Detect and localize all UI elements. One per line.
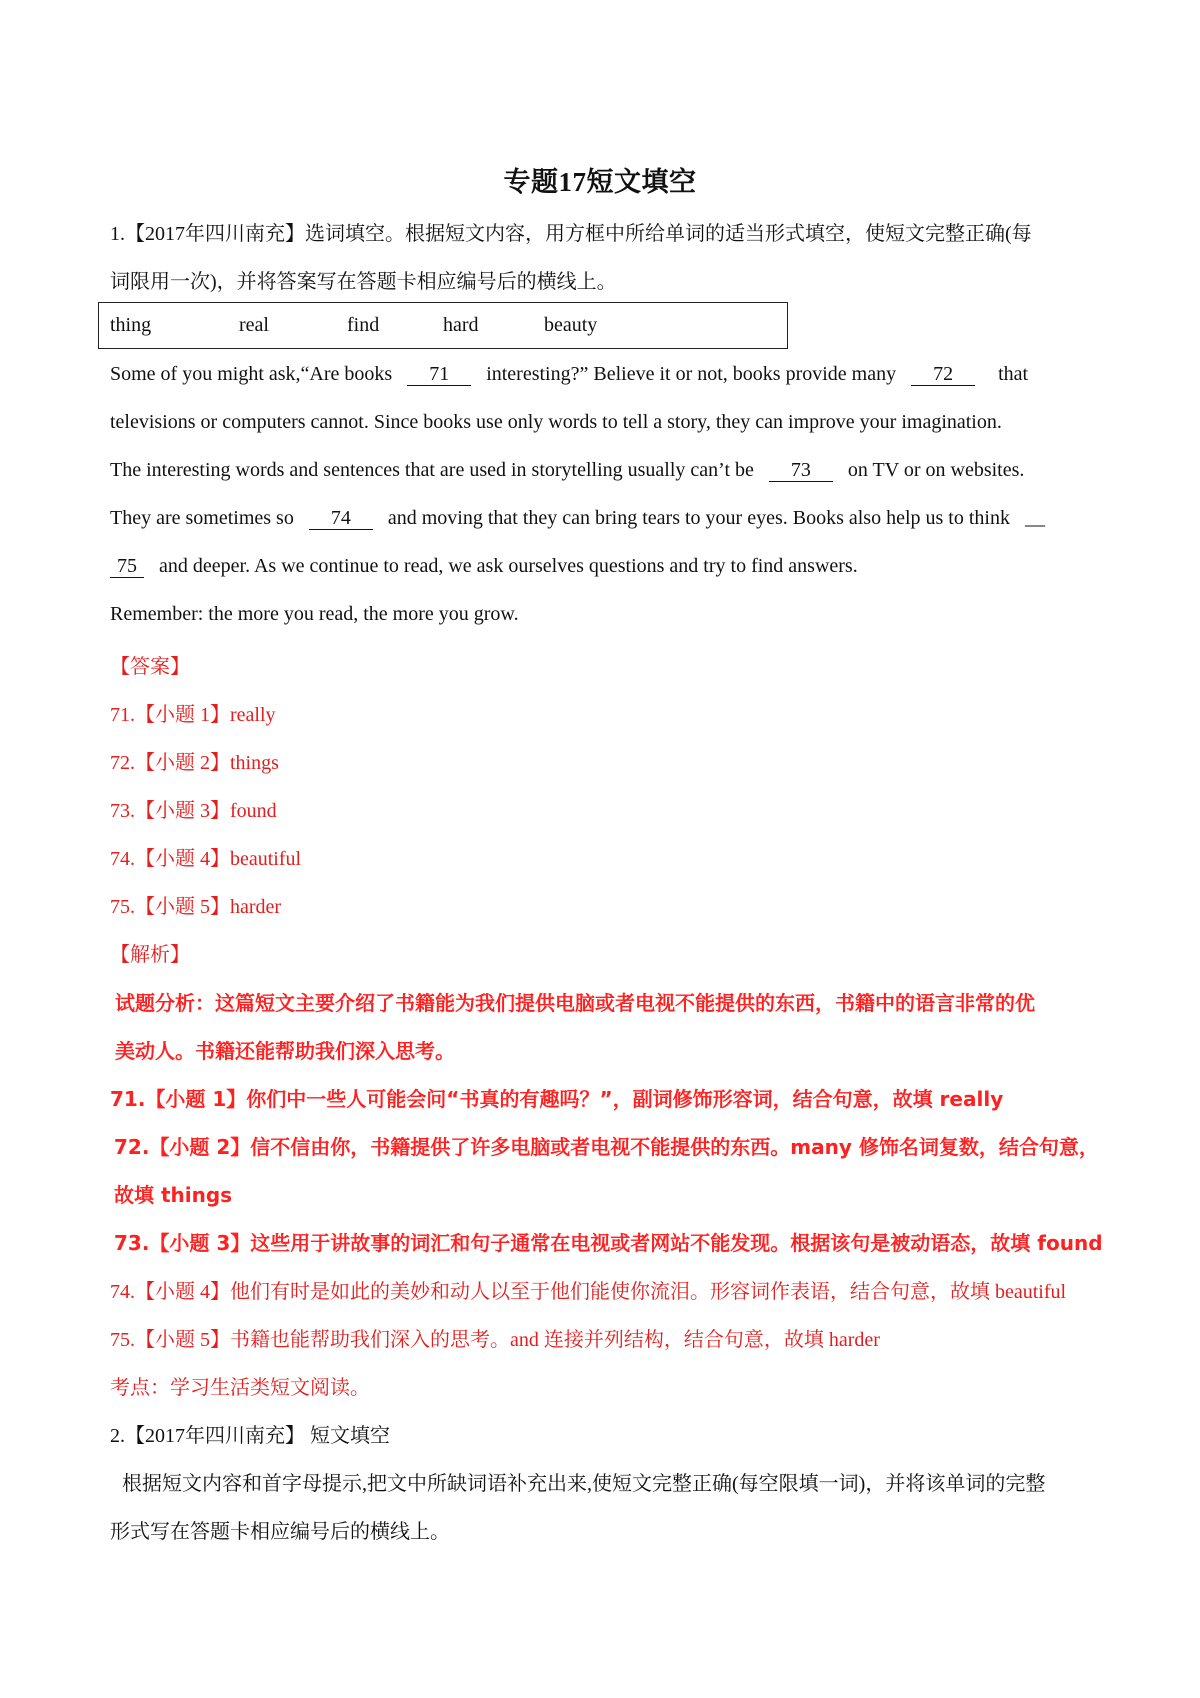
blank-74: 74 — [309, 507, 373, 530]
analysis-summary-line2: 美动人。书籍还能帮助我们深入思考。 — [115, 1039, 455, 1063]
blank-71: 71 — [407, 363, 471, 386]
passage-text: __ — [1024, 507, 1045, 529]
analysis-summary-line1: 试题分析：这篇短文主要介绍了书籍能为我们提供电脑或者电视不能提供的东西，书籍中的语言非常的优 — [115, 991, 1035, 1015]
word-box-item: hard — [443, 314, 479, 336]
analysis-explanation-72-line2: 故填 things — [114, 1183, 233, 1207]
passage-line-3 — [110, 459, 1024, 482]
blank-73: 73 — [769, 459, 833, 482]
passage-text: interesting?” Believe it or not, books provide many — [486, 363, 897, 385]
passage-line-4 — [110, 507, 1045, 530]
passage-line-5 — [110, 555, 858, 578]
q2-instruction-line1: 根据短文内容和首字母提示,把文中所缺词语补充出来,使短文完整正确(每空限填一词)，并将该单词的完整 — [122, 1473, 1046, 1495]
passage-text: that — [998, 363, 1029, 385]
analysis-kaodian: 考点：学习生活类短文阅读。 — [110, 1377, 370, 1399]
passage-line-6: Remember: the more you read, the more you grow. — [110, 603, 519, 625]
answer-item: 73.【小题 3】found — [110, 800, 277, 822]
blank-75: 75 — [110, 555, 144, 578]
q1-intro-line2: 词限用一次)，并将答案写在答题卡相应编号后的横线上。 — [110, 271, 617, 293]
passage-text: The interesting words and sentences that are used in storytelling usually can’t be — [110, 459, 754, 481]
word-box-item: real — [239, 314, 269, 336]
analysis-explanation-73: 73.【小题 3】这些用于讲故事的词汇和句子通常在电视或者网站不能发现。根据该句是被动语态，故填 found — [114, 1231, 1103, 1255]
word-box-item: find — [347, 314, 380, 336]
passage-text: They are sometimes so — [110, 507, 294, 529]
word-box-item: thing — [110, 314, 152, 336]
answer-item: 74.【小题 4】beautiful — [110, 848, 302, 870]
q2-heading: 2.【2017年四川南充】 短文填空 — [110, 1425, 390, 1447]
blank-72: 72 — [911, 363, 975, 386]
page-title: 专题17短文填空 — [503, 167, 697, 197]
passage-line-2: televisions or computers cannot. Since books use only words to tell a story, they can improve your imagination. — [110, 411, 1002, 433]
answer-item: 75.【小题 5】harder — [110, 896, 282, 918]
word-box — [98, 302, 788, 349]
passage-text: Some of you might ask,“Are books — [110, 363, 393, 385]
analysis-explanation-72-line1: 72.【小题 2】信不信由你，书籍提供了许多电脑或者电视不能提供的东西。many 修饰名词复数，结合句意， — [114, 1135, 1099, 1159]
word-box-item: beauty — [544, 314, 598, 336]
passage-text: and moving that they can bring tears to your eyes. Books also help us to think — [387, 507, 1010, 529]
q1-intro-line1: 1.【2017年四川南充】选词填空。根据短文内容，用方框中所给单词的适当形式填空，使短文完整正确(每 — [110, 223, 1032, 245]
q2-instruction-line2: 形式写在答题卡相应编号后的横线上。 — [110, 1521, 450, 1543]
answer-header: 【答案】 — [110, 656, 190, 678]
analysis-explanation-75: 75.【小题 5】书籍也能帮助我们深入的思考。and 连接并列结构，结合句意，故填 harder — [110, 1329, 880, 1351]
analysis-header: 【解析】 — [110, 944, 190, 966]
passage-text: on TV or on websites. — [847, 459, 1025, 481]
answer-item: 72.【小题 2】things — [110, 752, 279, 774]
passage-line-1 — [110, 363, 1028, 386]
analysis-explanation-74: 74.【小题 4】他们有时是如此的美妙和动人以至于他们能使你流泪。形容词作表语，结合句意，故填 beautiful — [110, 1281, 1067, 1303]
answer-item: 71.【小题 1】really — [110, 704, 276, 726]
analysis-explanation-71: 71.【小题 1】你们中一些人可能会问“书真的有趣吗？”，副词修饰形容词，结合句意，故填 really — [110, 1087, 1004, 1111]
passage-text: and deeper. As we continue to read, we ask ourselves questions and try to find answers. — [159, 555, 858, 577]
